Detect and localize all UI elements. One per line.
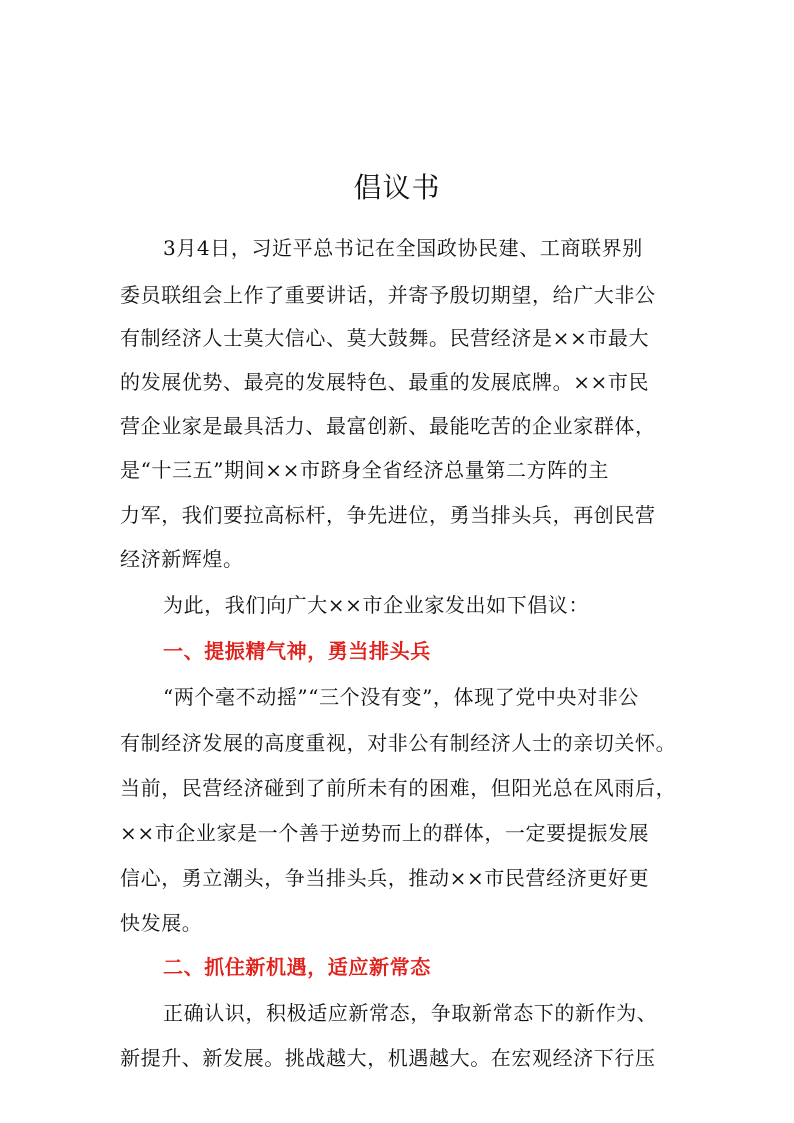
paragraph-line: 快发展。 <box>120 911 203 935</box>
paragraph-line: “两个毫不动摇”“三个没有变”，体现了党中央对非公 <box>163 685 639 709</box>
paragraph-line: 新提升、新发展。挑战越大，机遇越大。在宏观经济下行压 <box>120 1046 656 1070</box>
paragraph-line: 的发展优势、最亮的发展特色、最重的发展底牌。××市民 <box>120 370 650 394</box>
paragraph-line: 正确认识，积极适应新常态，争取新常态下的新作为、 <box>163 1001 658 1025</box>
paragraph-line: 是“十三五”期间××市跻身全省经济总量第二方阵的主 <box>120 458 609 482</box>
section-heading: 一、提振精气神，勇当排头兵 <box>163 639 431 663</box>
paragraph-line: 当前，民营经济碰到了前所未有的困难，但阳光总在风雨后， <box>120 776 677 800</box>
paragraph-line: 委员联组会上作了重要讲话，并寄予殷切期望，给广大非公 <box>120 283 656 307</box>
paragraph-line: 3月4日，习近平总书记在全国政协民建、工商联界别 <box>163 236 643 260</box>
paragraph-line: 营企业家是最具活力、最富创新、最能吃苦的企业家群体， <box>120 414 656 438</box>
section-heading: 二、抓住新机遇，适应新常态 <box>163 955 431 979</box>
paragraph-line: 为此，我们向广大××市企业家发出如下倡议： <box>163 593 590 617</box>
paragraph-line: 力军，我们要拉高标杆，争先进位，勇当排头兵，再创民营 <box>120 503 656 527</box>
paragraph-line: ××市企业家是一个善于逆势而上的群体，一定要提振发展 <box>120 821 650 845</box>
paragraph-line: 有制经济人士莫大信心、莫大鼓舞。民营经济是××市最大 <box>120 326 650 350</box>
document-title: 倡议书 <box>353 171 441 204</box>
paragraph-line: 信心，勇立潮头，争当排头兵，推动××市民营经济更好更 <box>120 866 650 890</box>
paragraph-line: 有制经济发展的高度重视，对非公有制经济人士的亲切关怀。 <box>120 731 677 755</box>
paragraph-line: 经济新辉煌。 <box>120 547 244 571</box>
